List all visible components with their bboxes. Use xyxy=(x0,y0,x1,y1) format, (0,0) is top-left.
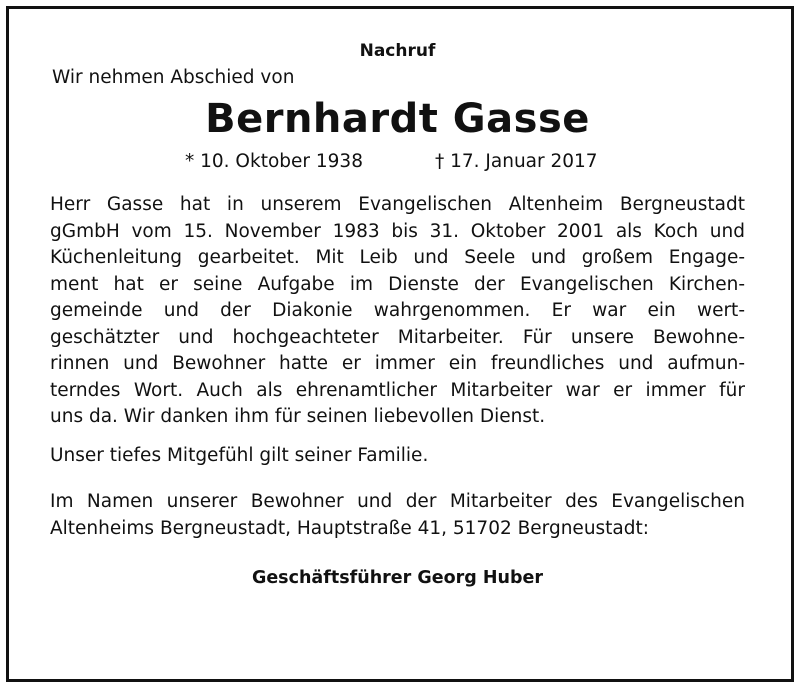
signoff-paragraph xyxy=(50,489,745,542)
birth-date: * 10. Oktober 1938 xyxy=(185,151,363,172)
notice-heading: Nachruf xyxy=(359,41,436,61)
tribute-paragraph xyxy=(50,192,745,431)
signature: Geschäftsführer Georg Huber xyxy=(251,568,544,588)
tribute-line: Herr Gasse hat in unserem Evangelischen Altenheim Bergneustadt xyxy=(50,194,745,215)
signoff-line: Altenheims Bergneustadt, Hauptstraße 41, 51702 Bergneustadt: xyxy=(50,517,650,539)
tribute-line: geschätzter und hochgeachteter Mitarbeiter. Für unsere Bewohne- xyxy=(50,326,745,348)
tribute-line: uns da. Wir danken ihm für seinen liebevollen Dienst. xyxy=(50,406,546,427)
sympathy-text: Unser tiefes Mitgefühl gilt seiner Familie. xyxy=(50,444,429,466)
obituary-notice xyxy=(50,40,745,590)
tribute-line: ment hat er seine Aufgabe im Dienste der Evangelischen Kirchen- xyxy=(50,273,745,295)
tribute-line: rinnen und Bewohner hatte er immer ein freundliches und aufmun- xyxy=(50,353,745,374)
deceased-name: Bernhardt Gasse xyxy=(205,96,590,142)
tribute-line: gGmbH vom 15. November 1983 bis 31. Oktober 2001 als Koch und xyxy=(50,220,745,242)
tribute-line: gemeinde und der Diakonie wahrgenommen. Er war ein wert- xyxy=(50,300,745,321)
notice-intro: Wir nehmen Abschied von xyxy=(52,67,295,88)
life-dates xyxy=(50,148,745,176)
tribute-line: terndes Wort. Auch als ehrenamtlicher Mitarbeiter war er immer für xyxy=(50,379,745,401)
signoff-line: Im Namen unserer Bewohner und der Mitarbeiter des Evangelischen xyxy=(50,491,745,512)
death-date: † 17. Januar 2017 xyxy=(435,151,598,172)
tribute-line: Küchenleitung gearbeitet. Mit Leib und Seele und großem Engage- xyxy=(50,247,745,268)
